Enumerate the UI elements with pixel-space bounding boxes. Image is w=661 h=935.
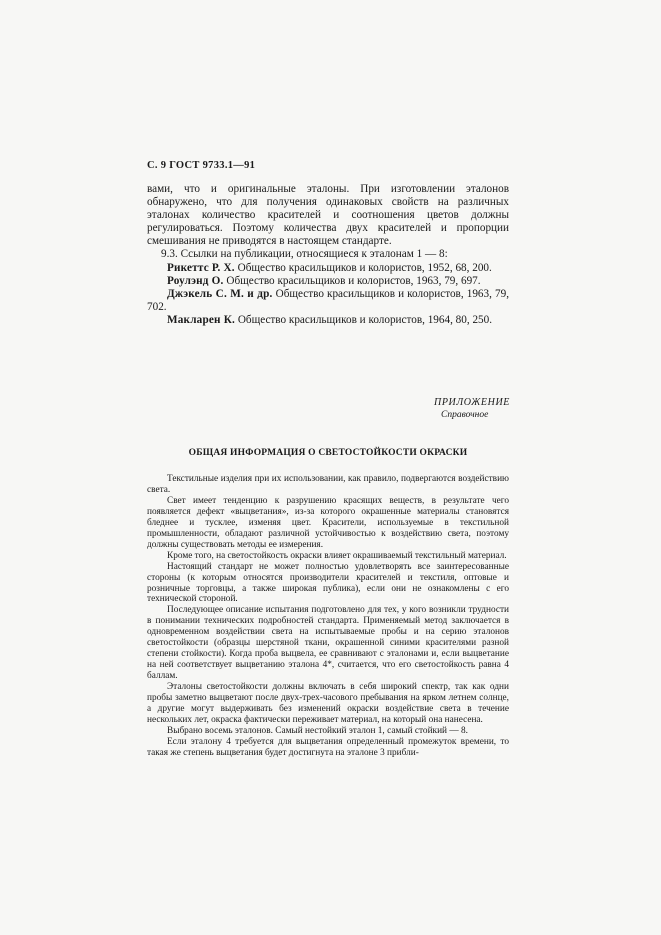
reference-text: Общество красильщиков и колористов, 1952, 68, 200. (234, 261, 492, 274)
body-paragraph: Свет имеет тенденцию к разрушению красящих веществ, в результате чего появляется дефект «выцветания», из-за которого окрашенные материалы становятся бледнее и тусклее, изменяя цвет. Красители, используемые в текстильной промышленности, обладают различной устойчивостью к воздействию света, поэтому должны существовать методы ее измерения. (147, 495, 509, 550)
reference-text: Общество красильщиков и колористов, 1964, 80, 250. (235, 313, 493, 326)
body-paragraph: Если эталону 4 требуется для выцветания определенный промежуток времени, то такая же степень выцветания будет достигнута на эталоне 3 прибли- (147, 736, 509, 758)
reference-item (147, 275, 509, 288)
reference-item (147, 314, 509, 327)
main-section (147, 474, 509, 759)
body-paragraph: Выбрано восемь эталонов. Самый нестойкий эталон 1, самый стойкий — 8. (167, 725, 468, 736)
running-head: С. 9 ГОСТ 9733.1—91 (147, 160, 256, 171)
body-paragraph: Кроме того, на светостойкость окраски влияет окрашиваемый текстильный материал. (167, 550, 507, 561)
reference-item (147, 262, 509, 275)
top-section (147, 183, 509, 327)
reference-author: Роулэнд О. (167, 274, 224, 287)
reference-text: Общество красильщиков и колористов, 1963, 79, 697. (223, 274, 481, 287)
reference-text: Общество красильщиков и колористов, 1963, 79, 702. (147, 287, 509, 313)
reference-author: Рикеттс Р. Х. (167, 261, 235, 274)
body-paragraph: Последующее описание испытания подготовлено для тех, у кого возникли трудности в понимании технических подробностей стандарта. Применяемый метод заключается в одновременном воздействии света на испытываемые пробы и на серию эталонов светостойкости (образцы шерстяной ткани, окрашенной синими красителями разной степени стойкости). Когда проба выцвела, ее сравнивают с эталонами и, если выцветание на ней соответствует выцветанию эталона 4*, считается, что его светостойкость равна 4 баллам. (147, 605, 509, 682)
appendix-sublabel: Справочное (441, 410, 489, 420)
section-heading: ОБЩАЯ ИНФОРМАЦИЯ О СВЕТОСТОЙКОСТИ ОКРАСКИ (188, 448, 468, 458)
paragraph-continuation: вами, что и оригинальные эталоны. При изготовлении эталонов обнаружено, что для получения одинаковых свойств на различных эталонах количество красителей и соотношения цветов должны регулироваться. Поэтому количества двух красителей и пропорции смешивания не приводятся в настоящем стандарте. (147, 183, 509, 248)
reference-item (147, 288, 509, 314)
reference-author: Джэкель С. М. и др. (167, 287, 273, 300)
body-paragraph: Текстильные изделия при их использовании, как правило, подвергаются воздействию света. (147, 474, 509, 495)
appendix-label-block (420, 396, 510, 422)
appendix-label: ПРИЛОЖЕНИЕ (434, 397, 510, 408)
body-paragraph: Эталоны светостойкости должны включать в себя широкий спектр, так как одни пробы заметно выцветают после двух-трех-часового пребывания на ярком летнем солнце, а другие могут выдерживать без изменений окраски воздействие света в течение нескольких лет, окраска фактически переживает материал, на который она нанесена. (147, 682, 509, 725)
references-intro: 9.3. Ссылки на публикации, относящиеся к эталонам 1 — 8: (161, 248, 448, 261)
reference-author: Макларен К. (167, 313, 236, 326)
body-paragraph: Настоящий стандарт не может полностью удовлетворять все заинтересованные стороны (к которым относятся производители красителей и текстиля, оптовые и розничные торговцы, а также широкая публика), если они не ознакомлены с его технической стороной. (147, 561, 509, 605)
